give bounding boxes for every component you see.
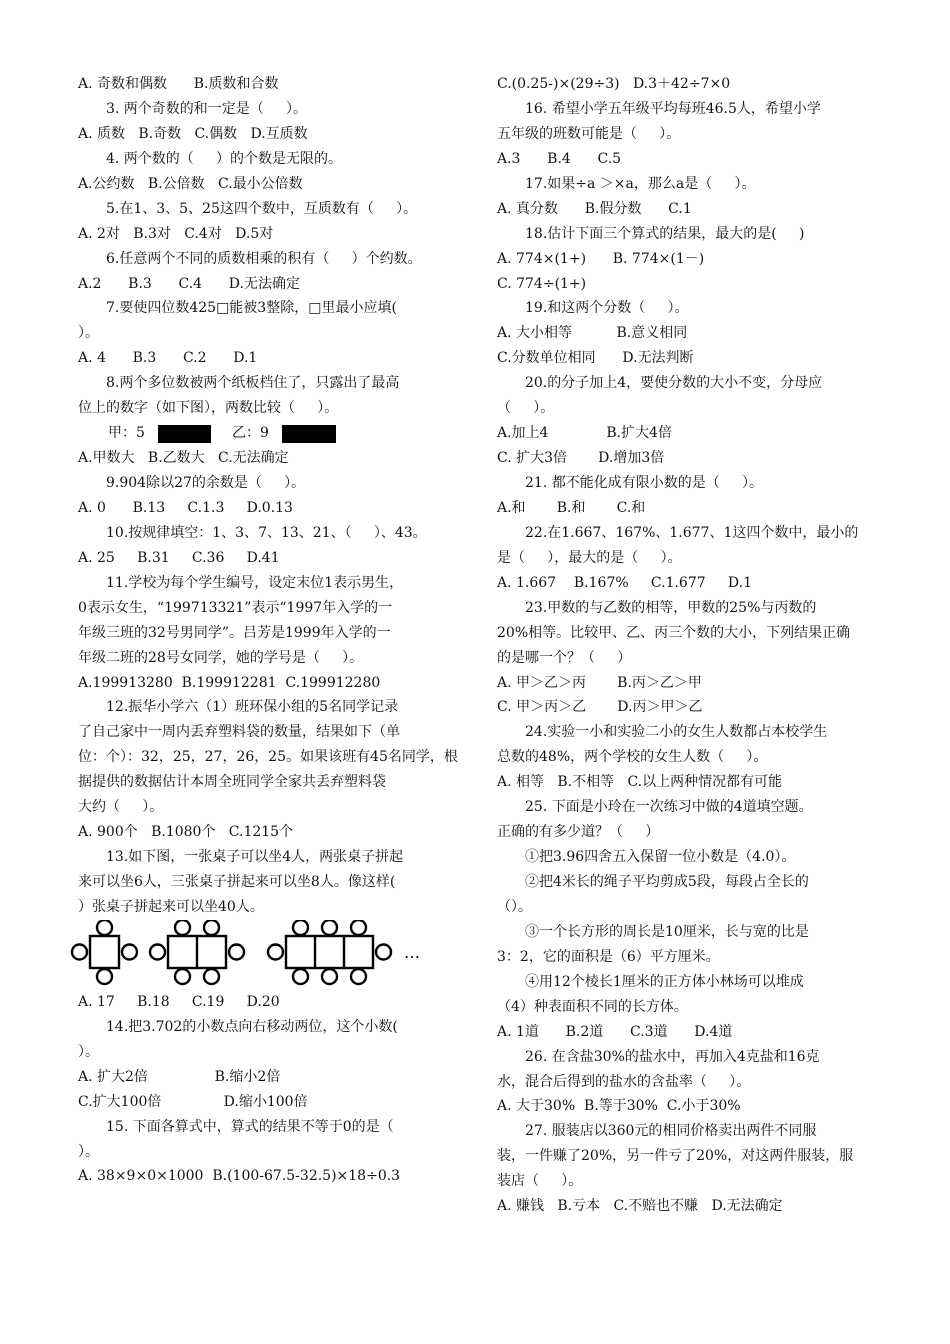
- text-line: A. 774×(1+) B. 774×(1－): [497, 250, 705, 267]
- seat-circle: [376, 944, 391, 959]
- text-line: A.和 B.和 C.和: [497, 499, 646, 516]
- question-line: 6.任意两个不同的质数相乘的积有（ ）个约数。: [106, 250, 422, 267]
- number-jia-label: 甲：5: [108, 425, 145, 442]
- text-line: A. 2对 B.3对 C.4对 D.5对: [78, 225, 274, 242]
- seat-circle: [122, 944, 137, 959]
- question-line: 13.如下图，一张桌子可以坐4人，两张桌子拼起: [106, 849, 404, 866]
- text-line: 装店（ ）。: [497, 1173, 583, 1190]
- tables-figure: [78, 920, 473, 990]
- question-line: 25. 下面是小玲在一次练习中做的4道填空题。: [525, 799, 813, 816]
- seat-circle: [175, 969, 190, 984]
- text-line: 水，混合后得到的盐水的含盐率（ ）。: [497, 1073, 751, 1090]
- text-line: C.(0.25-)×(29÷3) D.3＋42÷7×0: [497, 76, 731, 92]
- text-line: ）。: [78, 1043, 99, 1060]
- left-column: [78, 72, 473, 1189]
- question-line: 26. 在含盐30%的盐水中，再加入4克盐和16克: [525, 1048, 820, 1065]
- seat-circle: [229, 944, 244, 959]
- text-line: A.2 B.3 C.4 D.无法确定: [78, 275, 300, 292]
- question-line: 10.按规律填空：1、3、7、13、21、（ ）、43。: [106, 524, 427, 541]
- question-line: ②把4米长的绳子平均剪成5段，每段占全长的: [525, 874, 809, 890]
- text-line: 年级三班的32号男同学”。吕芳是1999年入学的一: [78, 624, 391, 641]
- text-line: A. 38×9×0×1000 B.(100-67.5-32.5)×18÷0.3: [78, 1168, 401, 1185]
- text-line: 的是哪一个？（ ）: [497, 649, 632, 666]
- tables-figure-svg: [68, 920, 468, 990]
- seat-circle: [72, 944, 87, 959]
- question-line: 4. 两个数的（ ）的个数是无限的。: [106, 150, 343, 167]
- seat-circle: [293, 969, 308, 984]
- question-line: 21. 都不能化成有限小数的是（ ）。: [525, 475, 763, 491]
- question-line: 23.甲数的与乙数的相等，甲数的25%与丙数的: [525, 599, 817, 616]
- text-line: A.3 B.4 C.5: [497, 150, 622, 167]
- seat-circle: [322, 969, 337, 984]
- text-line: A. 扩大2倍 B.缩小2倍: [78, 1068, 281, 1085]
- text-line: A. 甲＞乙＞丙 B.丙＞乙＞甲: [497, 674, 702, 691]
- question-line: 7.要使四位数425□能被3整除，□里最小应填(: [106, 300, 397, 317]
- text-line: A.加上4 B.扩大4倍: [497, 425, 672, 442]
- question-line: 12.振华小学六（1）班环保小组的5名同学记录: [106, 699, 399, 716]
- text-line: A. 1道 B.2道 C.3道 D.4道: [497, 1023, 733, 1040]
- text-line: A. 质数 B.奇数 C.偶数 D.互质数: [78, 125, 308, 142]
- question-line: 22.在1.667、167%、1.677、1这四个数中，最小的: [525, 524, 859, 541]
- text-line: ）张桌子拼起来可以坐40人。: [78, 898, 264, 915]
- text-line: 了自己家中一周内丢弃塑料袋的数量，结果如下（单: [78, 724, 400, 741]
- question-line: 15. 下面各算式中，算式的结果不等于0的是（: [106, 1118, 394, 1135]
- text-line: 正确的有多少道？（ ）: [497, 824, 660, 841]
- seat-circle: [150, 944, 165, 959]
- text-line: A. 900个 B.1080个 C.1215个: [78, 824, 294, 841]
- question-line: 27. 服装店以360元的相同价格卖出两件不同服: [525, 1123, 817, 1140]
- question-line: 5.在1、3、5、25这四个数中，互质数有（ ）。: [106, 200, 418, 217]
- text-line: 位上的数字（如下图），两数比较（ ）。: [78, 400, 339, 417]
- table-rect: [286, 936, 373, 968]
- text-line: A. 相等 B.不相等 C.以上两种情况都有可能: [497, 774, 783, 791]
- text-line: 总数的48%，两个学校的女生人数（ ）。: [497, 749, 768, 766]
- text-line: 大约（ ）。: [78, 799, 164, 816]
- text-line: 年级二班的28号女同学，她的学号是（ ）。: [78, 649, 364, 666]
- seat-circle: [204, 969, 219, 984]
- text-line: C.扩大100倍 D.缩小100倍: [78, 1093, 308, 1110]
- question-line: ④用12个棱长1厘米的正方体小林场可以堆成: [525, 973, 804, 990]
- text-line: A. 大于30% B.等于30% C.小于30%: [497, 1098, 741, 1115]
- seat-circle: [293, 920, 308, 935]
- question-line: 14.把3.702的小数点向右移动两位，这个小数(: [106, 1018, 398, 1035]
- text-line: A.甲数大 B.乙数大 C.无法确定: [78, 450, 289, 467]
- text-line: （）。: [497, 898, 532, 915]
- seat-circle: [351, 920, 366, 935]
- question-line: 18.估计下面三个算式的结果，最大的是( ): [525, 225, 805, 242]
- text-line: A. 4 B.3 C.2 D.1: [78, 350, 258, 367]
- question-line: 17.如果÷a ＞×a，那么a是（ ）。: [525, 175, 756, 192]
- text-line: C. 甲＞丙＞乙 D.丙＞甲＞乙: [497, 699, 703, 716]
- text-line: ）。: [78, 1143, 99, 1160]
- question-line: 8.两个多位数被两个纸板档住了，只露出了最高: [106, 375, 400, 392]
- text-line: 20%相等。比较甲、乙、丙三个数的大小，下列结果正确: [497, 624, 851, 641]
- question-line: ①把3.96四舍五入保留一位小数是（4.0）。: [525, 849, 796, 866]
- question-line: ③一个长方形的周长是10厘米，长与宽的比是: [525, 923, 809, 940]
- text-line: A. 1.667 B.167% C.1.677 D.1: [497, 574, 752, 591]
- question-line: 19.和这两个分数（ ）。: [525, 300, 689, 317]
- text-line: 0表示女生，“199713321”表示“1997年入学的一: [78, 599, 393, 616]
- text-line: A. 真分数 B.假分数 C.1: [497, 200, 692, 217]
- text-line: ）。: [78, 325, 99, 342]
- text-line: A. 奇数和偶数 B.质数和合数: [78, 76, 279, 92]
- right-column: [497, 72, 885, 1219]
- text-line: 来可以坐6人，三张桌子拼起来可以坐8人。像这样(: [78, 874, 396, 890]
- paper-cover-block: [158, 425, 211, 443]
- masked-numbers-row: [78, 421, 473, 446]
- seat-circle: [268, 944, 283, 959]
- question-line: 3. 两个奇数的和一定是（ ）。: [106, 100, 308, 117]
- text-line: A. 赚钱 B.亏本 C.不赔也不赚 D.无法确定: [497, 1198, 783, 1215]
- text-line: A. 0 B.13 C.1.3 D.0.13: [78, 499, 293, 516]
- text-line: A.199913280 B.199912281 C.199912280: [78, 674, 381, 691]
- text-line: 3：2，它的面积是（6）平方厘米。: [497, 948, 720, 965]
- text-line: A. 25 B.31 C.36 D.41: [78, 549, 280, 566]
- paper-cover-block: [282, 425, 336, 443]
- text-line: C. 774÷(1+): [497, 275, 587, 292]
- text-line: A. 大小相等 B.意义相同: [497, 325, 688, 342]
- text-line: 装，一件赚了20%，另一件亏了20%，对这两件服装，服: [497, 1148, 854, 1165]
- text-line: 五年级的班数可能是（ ）。: [497, 125, 681, 142]
- ellipsis-text: …: [404, 942, 420, 962]
- text-line: （ ）。: [497, 400, 555, 417]
- table-rect: [90, 936, 119, 968]
- text-line: 据提供的数据估计本周全班同学全家共丢弃塑料袋: [78, 774, 386, 791]
- text-line: 是（ ），最大的是（ ）。: [497, 549, 682, 566]
- question-line: 16. 希望小学五年级平均每班46.5人，希望小学: [525, 100, 821, 117]
- seat-circle: [351, 969, 366, 984]
- question-line: 9.904除以27的余数是（ ）。: [106, 475, 306, 491]
- text-line: C.分数单位相同 D.无法判断: [497, 350, 694, 367]
- text-line: C. 扩大3倍 D.增加3倍: [497, 450, 665, 467]
- question-line: 20.的分子加上4，要使分数的大小不变，分母应: [525, 375, 823, 392]
- seat-circle: [204, 920, 219, 935]
- text-line: A. 17 B.18 C.19 D.20: [78, 993, 280, 1010]
- seat-circle: [97, 969, 112, 984]
- text-line: A.公约数 B.公倍数 C.最小公倍数: [78, 175, 303, 192]
- text-line: （4）种表面积不同的长方体。: [497, 998, 688, 1015]
- question-line: 24.实验一小和实验二小的女生人数都占本校学生: [525, 724, 828, 741]
- seat-circle: [97, 920, 112, 935]
- question-line: 11.学校为每个学生编号，设定末位1表示男生，: [106, 574, 404, 591]
- seat-circle: [322, 920, 337, 935]
- seat-circle: [175, 920, 190, 935]
- number-yi-label: 乙：9: [232, 425, 269, 442]
- text-line: 位：个）：32，25，27，26，25。如果该班有45名同学，根: [78, 749, 458, 766]
